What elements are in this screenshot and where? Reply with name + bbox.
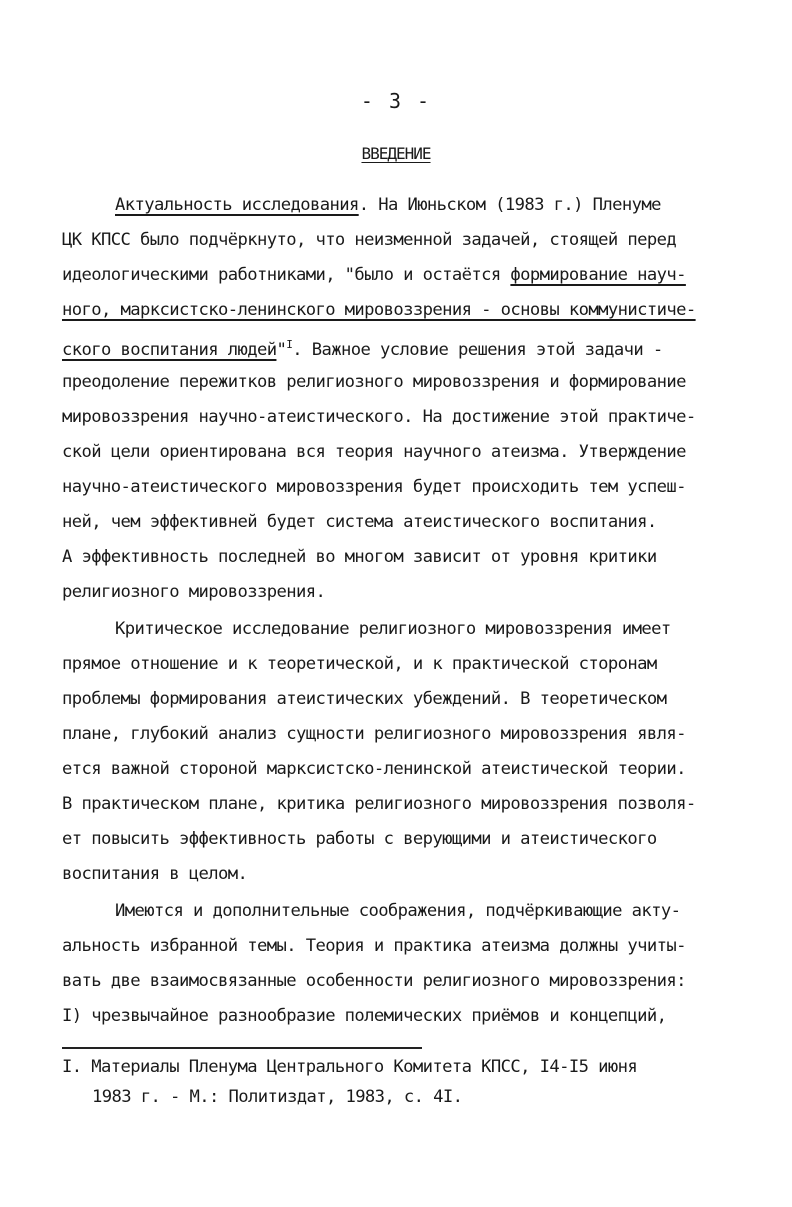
paragraph-line-18: В практическом плане, критика религиозного мировоззрения позволя- xyxy=(62,794,696,814)
paragraph-line-9: научно-атеистического мировоззрения будет происходить тем успеш- xyxy=(62,477,686,497)
paragraph-line-16: плане, глубокий анализ сущности религиозного мировоззрения явля- xyxy=(62,724,686,744)
page-number: - 3 - xyxy=(360,89,432,113)
paragraph-line-1 xyxy=(115,194,661,216)
paragraph-line-3 xyxy=(62,264,686,286)
paragraph-line-15: проблемы формирования атеистических убеждений. В теоретическом xyxy=(62,689,667,709)
quote-underlined: ского воспитания людей xyxy=(62,340,277,360)
section-label: Актуальность исследования xyxy=(115,195,359,215)
footnote-line-2: 1983 г. - М.: Политиздат, 1983, с. 4I. xyxy=(92,1087,463,1107)
footnote-ref: I xyxy=(286,338,293,351)
paragraph-line-6: преодоление пережитков религиозного мировоззрения и формирование xyxy=(62,372,686,392)
line-text: . На Июньском (1983 г.) Пленуме xyxy=(358,195,661,215)
paragraph-line-2: ЦК КПСС было подчёркнуто, что неизменной задачей, стоящей перед xyxy=(62,230,677,250)
paragraph-line-4: ного, марксистско-ленинского мировоззрения - основы коммунистиче- xyxy=(62,300,696,320)
paragraph-line-19: ет повысить эффективность работы с верующими и атеистического xyxy=(62,829,657,849)
paragraph-line-5 xyxy=(62,334,663,361)
paragraph-line-8: ской цели ориентирована вся теория научного атеизма. Утверждение xyxy=(62,442,686,462)
page-title: ВВЕДЕНИЕ xyxy=(361,144,431,163)
paragraph-line-23: вать две взаимосвязанные особенности религиозного мировоззрения: xyxy=(62,971,686,991)
paragraph-line-12: религиозного мировоззрения. xyxy=(62,582,326,602)
paragraph-line-11: А эффективность последней во многом зависит от уровня критики xyxy=(62,547,657,567)
paragraph-line-20: воспитания в целом. xyxy=(62,864,248,884)
paragraph-line-13: Критическое исследование религиозного мировоззрения имеет xyxy=(115,619,671,639)
quote-close: " xyxy=(276,340,287,360)
line-text: идеологическими работниками, "было и остаётся xyxy=(62,265,511,285)
footnote-divider xyxy=(62,1047,422,1049)
paragraph-line-17: ется важной стороной марксистско-ленинской атеистической теории. xyxy=(62,759,686,779)
footnote-line-1: I. Материалы Пленума Центрального Комитета КПСС, I4-I5 июня xyxy=(62,1057,638,1077)
paragraph-line-21: Имеются и дополнительные соображения, подчёркивающие акту- xyxy=(115,901,681,921)
paragraph-line-14: прямое отношение и к теоретической, и к практической сторонам xyxy=(62,654,657,674)
line-text: . Важное условие решения этой задачи - xyxy=(292,340,663,360)
paragraph-line-10: ней, чем эффективней будет система атеистического воспитания. xyxy=(62,512,657,532)
quote-underlined: формирование науч- xyxy=(510,265,686,285)
paragraph-line-24: I) чрезвычайное разнообразие полемических приёмов и концепций, xyxy=(62,1006,667,1026)
paragraph-line-22: альность избранной темы. Теория и практика атеизма должны учиты- xyxy=(62,936,686,956)
paragraph-line-7: мировоззрения научно-атеистического. На достижение этой практиче- xyxy=(62,407,696,427)
